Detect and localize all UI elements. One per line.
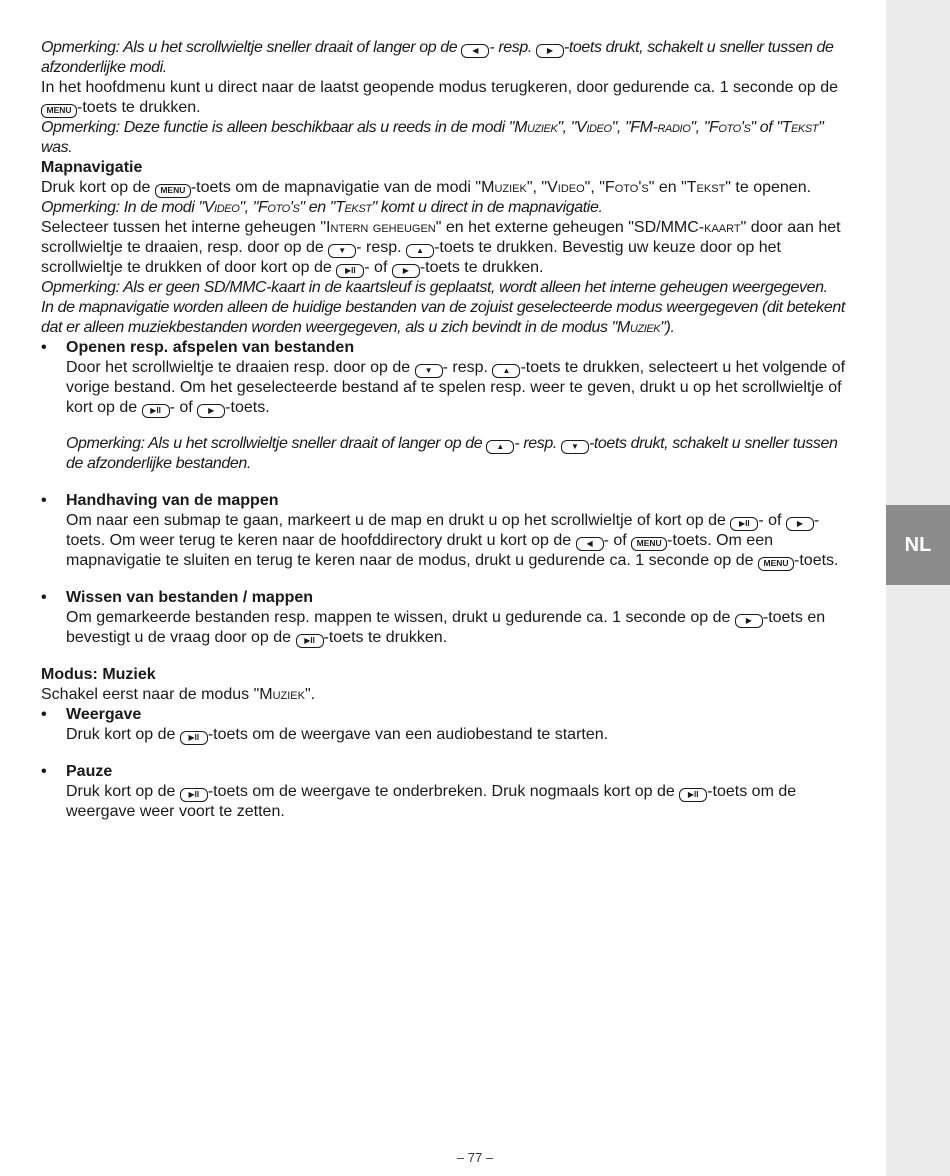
play-pause-key-icon: ▶II: [679, 788, 707, 802]
section-heading-music-mode: Modus: Muziek: [41, 666, 156, 683]
left-key-icon: ◀: [461, 44, 489, 58]
list-item-title: • Weergave: [66, 706, 142, 723]
right-key-icon: ▶: [392, 264, 420, 278]
section-heading-folder-navigation: Mapnavigatie: [41, 159, 143, 176]
page-content: [41, 38, 856, 839]
music-mode-list: [41, 705, 856, 822]
page-side-margin: [886, 0, 950, 1176]
list-item-open-play-files: [41, 338, 856, 474]
right-key-icon: ▶: [735, 614, 763, 628]
paragraph-open-folder-navigation: Druk kort op de MENU -toets om de mapnavigatie van de modi "Muziek", "Video", "Foto's" en "Tekst" te openen.: [41, 179, 812, 196]
note-scroll-speed-files: Opmerking: Als u het scrollwieltje sneller draait of langer op de ▲ - resp. ▼ -toets drukt, schakelt u sneller tussen de afzonderlijke bestanden.: [66, 435, 838, 472]
note-function-availability: Opmerking: Deze functie is alleen beschikbaar als u reeds in de modi "Muziek", "Video", "FM-radio", "Foto's" of "Tekst" was.: [41, 119, 824, 156]
up-key-icon: ▲: [492, 364, 520, 378]
play-pause-key-icon: ▶II: [336, 264, 364, 278]
paragraph-main-menu-return: In het hoofdmenu kunt u direct naar de laatst geopende modus terugkeren, door gedurende ca. 1 seconde op de MENU -toets te drukken.: [41, 79, 839, 116]
list-item-pause: [41, 762, 856, 822]
menu-key-icon: MENU: [41, 104, 77, 118]
language-tab: [886, 505, 950, 585]
note-no-sd-card: Opmerking: Als er geen SD/MMC-kaart in de kaartsleuf is geplaatst, wordt alleen het interne geheugen weergegeven.: [41, 279, 828, 296]
paragraph-select-memory: Selecteer tussen het interne geheugen "Intern geheugen" en het externe geheugen "SD/MMC-kaart" door aan het scrollwieltje te draaien, resp. door op de ▼ - resp. ▲ -toets te drukken. Bevestig uw keuze door op het scrollwieltje te drukken of door kort op de ▶II - of ▶ -toets te drukken.: [41, 219, 841, 276]
list-item-playback: [41, 705, 856, 745]
right-key-icon: ▶: [536, 44, 564, 58]
note-direct-folder-navigation: Opmerking: In de modi "Video", "Foto's" en "Tekst" komt u direct in de mapnavigatie.: [41, 199, 603, 216]
note-current-mode-files: In de mapnavigatie worden alleen de huidige bestanden van de zojuist geselecteerde modus weergegeven (dit betekent dat er alleen muziekbestanden worden weergegeven, als u zich bevindt in de modus "Muziek").: [41, 299, 845, 336]
paragraph-switch-to-music: Schakel eerst naar de modus "Muziek".: [41, 686, 316, 703]
page-number: – 77 –: [456, 1150, 494, 1165]
play-pause-key-icon: ▶II: [180, 731, 208, 745]
list-item-text: Druk kort op de ▶II -toets om de weergave van een audiobestand te starten.: [66, 726, 609, 743]
play-pause-key-icon: ▶II: [296, 634, 324, 648]
right-key-icon: ▶: [197, 404, 225, 418]
menu-key-icon: MENU: [155, 184, 191, 198]
list-item-title: • Handhaving van de mappen: [66, 492, 279, 509]
list-item-title: • Wissen van bestanden / mappen: [66, 589, 314, 606]
note-scroll-speed-modes: Opmerking: Als u het scrollwieltje sneller draait of langer op de ◀ - resp. ▶ -toets drukt, schakelt u sneller tussen de afzonderlijke modi.: [41, 39, 834, 76]
play-pause-key-icon: ▶II: [730, 517, 758, 531]
list-item-delete-files: [41, 588, 856, 648]
right-key-icon: ▶: [786, 517, 814, 531]
list-item-text: Door het scrollwieltje te draaien resp. door op de ▼ - resp. ▲ -toets te drukken, selecteert u het volgende of vorige bestand. Om het geselecteerde bestand af te spelen resp. weer te geven, drukt u op het scrollwieltje of kort op de ▶II - of ▶ -toets.: [66, 359, 846, 416]
play-pause-key-icon: ▶II: [180, 788, 208, 802]
down-key-icon: ▼: [561, 440, 589, 454]
list-item-folder-handling: [41, 491, 856, 571]
play-pause-key-icon: ▶II: [142, 404, 170, 418]
list-item-title: • Openen resp. afspelen van bestanden: [66, 339, 355, 356]
down-key-icon: ▼: [415, 364, 443, 378]
left-key-icon: ◀: [576, 537, 604, 551]
menu-key-icon: MENU: [758, 557, 794, 571]
list-item-text: Druk kort op de ▶II -toets om de weergave te onderbreken. Druk nogmaals kort op de ▶II -toets om de weergave weer voort te zetten.: [66, 783, 797, 820]
down-key-icon: ▼: [328, 244, 356, 258]
list-item-text: Om naar een submap te gaan, markeert u de map en drukt u op het scrollwieltje of kort op de ▶II - of ▶ -toets. Om weer terug te keren naar de hoofddirectory drukt u kort op de ◀ - of MENU -toets. Om een mapnavigatie te sluiten en terug te keren naar de modus, drukt u gedurende ca. 1 seconde op de MENU -toets.: [66, 512, 839, 569]
list-item-text: Om gemarkeerde bestanden resp. mappen te wissen, drukt u gedurende ca. 1 seconde op de ▶ -toets en bevestigt u de vraag door op de ▶II -toets te drukken.: [66, 609, 826, 646]
language-tab-label: NL: [904, 533, 932, 556]
up-key-icon: ▲: [486, 440, 514, 454]
folder-navigation-list: [41, 338, 856, 648]
up-key-icon: ▲: [406, 244, 434, 258]
list-item-title: • Pauze: [66, 763, 113, 780]
menu-key-icon: MENU: [631, 537, 667, 551]
